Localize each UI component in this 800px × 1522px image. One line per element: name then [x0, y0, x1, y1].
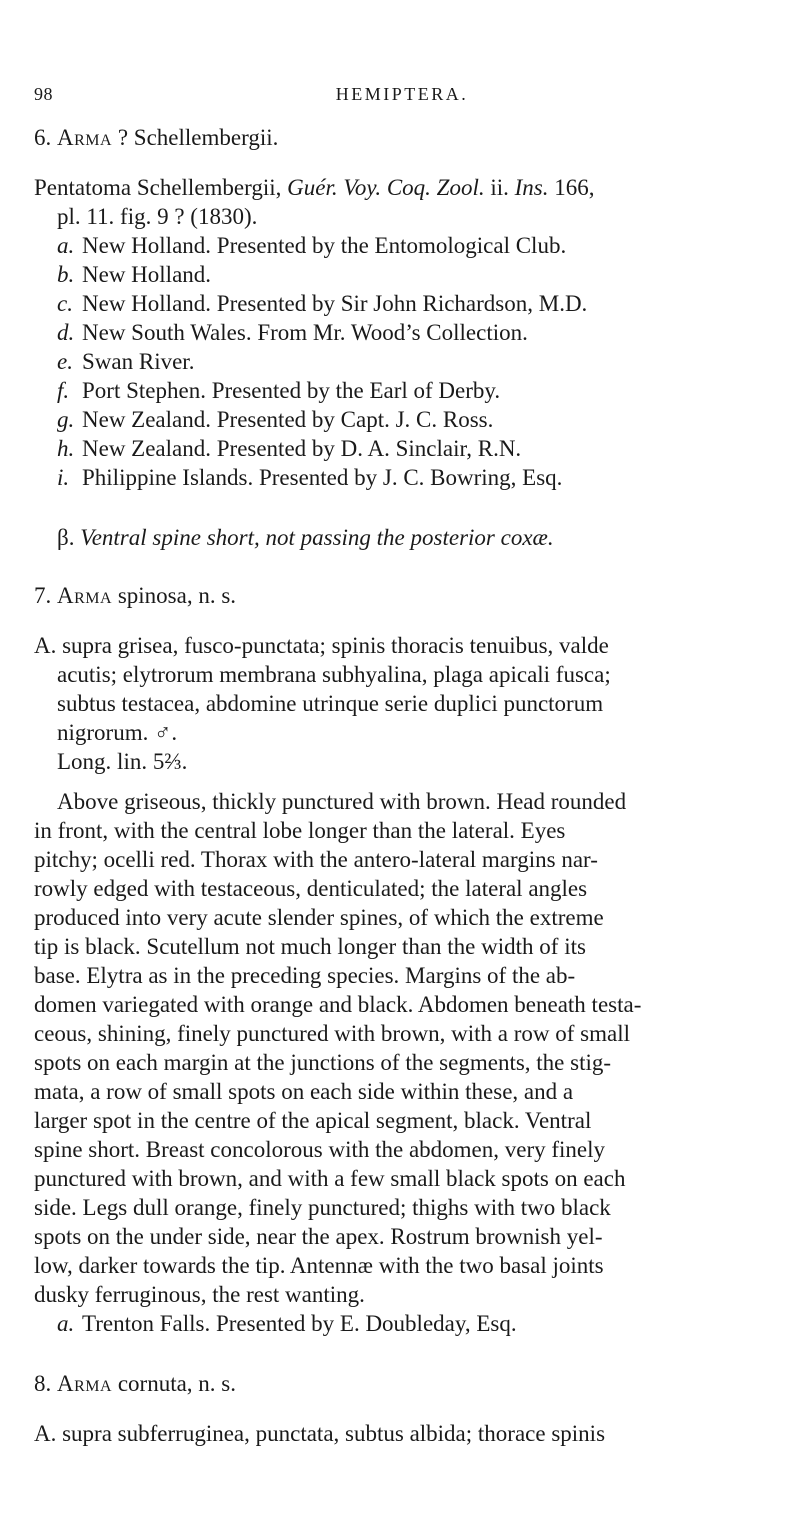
- text-line: [57, 464, 562, 492]
- text-line: [57, 319, 528, 347]
- item-marker: i.: [57, 465, 70, 490]
- text-run: 6.: [34, 125, 57, 150]
- text-run: New Zealand. Presented by D. A. Sinclair, R.N.: [82, 436, 522, 461]
- text-line: [57, 661, 611, 689]
- page-number: 98: [34, 84, 53, 104]
- page-header: [34, 84, 770, 108]
- text-line: [57, 1310, 517, 1338]
- text-run: subtus testacea, abdomine utrinque serie duplici punctorum: [57, 691, 604, 716]
- text-line: [34, 1136, 605, 1164]
- text-run: pl. 11. fig. 9 ? (1830).: [57, 204, 258, 229]
- text-line: [57, 377, 500, 405]
- text-line: [57, 348, 194, 376]
- text-run: Ins.: [514, 175, 549, 200]
- text-line: [34, 1020, 630, 1048]
- text-run: A. supra grisea, fusco-punctata; spinis thoracis tenuibus, valde: [34, 633, 609, 658]
- item-marker: g.: [57, 407, 75, 432]
- text-run: Swan River.: [82, 349, 195, 374]
- item-marker: h.: [57, 436, 75, 461]
- text-run: spinosa, n. s.: [112, 583, 237, 608]
- text-line: [34, 1223, 603, 1251]
- text-line: [34, 875, 587, 903]
- text-run: Pentatoma Schellembergii,: [34, 175, 288, 200]
- text-run: Long. lin. 5⅔.: [57, 749, 188, 774]
- text-run: dusky ferruginous, the rest wanting.: [34, 1282, 365, 1307]
- item-marker: a.: [57, 1311, 75, 1336]
- text-run: ii.: [484, 175, 515, 200]
- text-line: [34, 1049, 611, 1077]
- text-line: [34, 124, 278, 152]
- text-run: New Holland. Presented by Sir John Richardson, M.D.: [82, 291, 588, 316]
- text-line: [57, 261, 211, 289]
- text-line: [57, 690, 603, 718]
- text-run: spots on the under side, near the apex. Rostrum brownish yel-: [34, 1224, 603, 1249]
- text-line: [34, 1078, 573, 1106]
- text-line: [57, 232, 566, 260]
- text-run: base. Elytra as in the preceding species. Margins of the ab-: [34, 963, 576, 988]
- text-run: 166,: [548, 175, 595, 200]
- text-line: [57, 788, 626, 816]
- text-line: [34, 904, 604, 932]
- text-run: Above griseous, thickly punctured with brown. Head rounded: [57, 789, 627, 814]
- text-line: [57, 524, 554, 552]
- text-line: [34, 174, 595, 202]
- running-title: HEMIPTERA.: [335, 84, 469, 104]
- text-line: [34, 962, 575, 990]
- text-line: [34, 1420, 605, 1448]
- text-line: [57, 290, 587, 318]
- item-marker: b.: [57, 262, 75, 287]
- text-line: [34, 582, 236, 610]
- text-run: Guér. Voy. Coq. Zool.: [287, 175, 485, 200]
- text-run: nigrorum. ♂.: [57, 720, 178, 745]
- text-line: [34, 1165, 625, 1193]
- text-run: cornuta, n. s.: [112, 1371, 236, 1396]
- text-run: acutis; elytrorum membrana subhyalina, plaga apicali fusca;: [57, 662, 611, 687]
- text-run: domen variegated with orange and black. Abdomen beneath testa-: [34, 992, 642, 1017]
- text-run: New Holland. Presented by the Entomological Club.: [82, 233, 567, 258]
- text-line: [57, 719, 177, 747]
- text-run: Arma: [57, 1371, 113, 1396]
- text-run: 8.: [34, 1371, 57, 1396]
- text-run: tip is black. Scutellum not much longer than the width of its: [34, 934, 586, 959]
- text-run: New South Wales. From Mr. Wood’s Collection.: [82, 320, 528, 345]
- text-run: New Zealand. Presented by Capt. J. C. Ross.: [82, 407, 494, 432]
- item-marker: d.: [57, 320, 75, 345]
- text-line: [34, 632, 609, 660]
- text-run: punctured with brown, and with a few small black spots on each: [34, 1166, 626, 1191]
- text-run: Arma: [57, 125, 113, 150]
- item-marker: a.: [57, 233, 75, 258]
- text-run: mata, a row of small spots on each side within these, and a: [34, 1079, 574, 1104]
- text-line: [34, 933, 586, 961]
- text-line: [34, 1107, 591, 1135]
- text-run: Ventral spine short, not passing the posterior coxæ.: [74, 525, 554, 550]
- text-run: pitchy; ocelli red. Thorax with the antero-lateral margins nar-: [34, 847, 598, 872]
- text-run: New Holland.: [82, 262, 212, 287]
- text-line: [57, 748, 187, 776]
- text-run: β.: [57, 525, 75, 550]
- text-line: [34, 1252, 604, 1280]
- text-run: Arma: [57, 583, 113, 608]
- text-run: Philippine Islands. Presented by J. C. Bowring, Esq.: [82, 465, 563, 490]
- text-run: A. supra subferruginea, punctata, subtus albida; thorace spinis: [34, 1421, 606, 1446]
- item-marker: f.: [57, 378, 70, 403]
- text-line: [34, 817, 565, 845]
- text-run: rowly edged with testaceous, denticulated; the lateral angles: [34, 876, 588, 901]
- text-run: ? Schellembergii.: [112, 125, 279, 150]
- text-run: Port Stephen. Presented by the Earl of Derby.: [82, 378, 501, 403]
- text-run: Trenton Falls. Presented by E. Doubleday, Esq.: [82, 1311, 517, 1336]
- text-run: side. Legs dull orange, finely punctured; thighs with two black: [34, 1195, 611, 1220]
- text-line: [34, 1281, 365, 1309]
- text-line: [34, 991, 641, 1019]
- text-line: [34, 1194, 611, 1222]
- text-line: [57, 203, 257, 231]
- text-run: produced into very acute slender spines, of which the extreme: [34, 905, 604, 930]
- text-run: larger spot in the centre of the apical segment, black. Ventral: [34, 1108, 592, 1133]
- text-line: [57, 406, 493, 434]
- text-run: low, darker towards the tip. Antennæ with the two basal joints: [34, 1253, 604, 1278]
- text-run: ceous, shining, finely punctured with brown, with a row of small: [34, 1021, 630, 1046]
- text-line: [34, 846, 598, 874]
- text-run: in front, with the central lobe longer than the lateral. Eyes: [34, 818, 566, 843]
- text-line: [34, 1370, 236, 1398]
- text-run: 7.: [34, 583, 57, 608]
- text-run: spine short. Breast concolorous with the abdomen, very finely: [34, 1137, 606, 1162]
- text-run: spots on each margin at the junctions of the segments, the stig-: [34, 1050, 612, 1075]
- item-marker: c.: [57, 291, 73, 316]
- text-line: [57, 435, 521, 463]
- item-marker: e.: [57, 349, 73, 374]
